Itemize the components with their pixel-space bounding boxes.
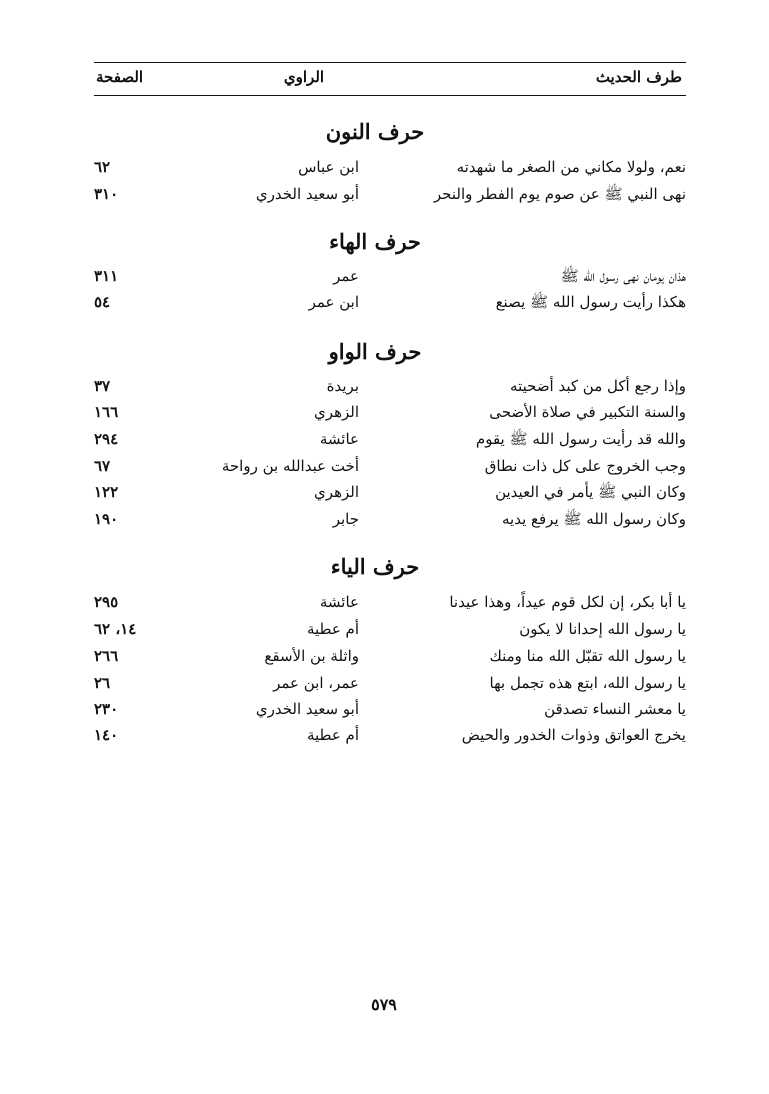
hadith-text: وإذا رجع أكل من كبد أضحيته [510,377,686,395]
narrator: أخت عبدالله بن رواحة [221,457,359,475]
section-title-ya: حرف الياء [330,554,420,579]
hadith-text: هذان يومان نهى رسول الله ﷺ [560,267,686,285]
narrator: أم عطية [306,620,359,638]
header-narrator: الراوي [283,68,325,86]
page-number: ١٦٦ [94,403,119,421]
table-row [94,508,686,534]
hadith-text: نعم، ولولا مكاني من الصغر ما شهدته [456,158,686,176]
page-number: ٢٩٤ [94,430,119,448]
section-title-nun: حرف النون [325,119,425,144]
table-row [94,618,686,644]
hadith-text: وكان رسول الله ﷺ يرفع يديه [501,510,686,528]
hadith-text: يا رسول الله تقبّل الله منا ومنك [489,647,686,665]
hadith-text: وجب الخروج على كل ذات نطاق [484,457,686,475]
narrator: بريدة [326,377,359,395]
section-title-ha: حرف الهاء [329,229,421,254]
page-number: ٣٧ [94,377,111,395]
narrator: عائشة [319,430,359,448]
table-row [94,724,686,750]
table-row [94,428,686,454]
hadith-text: يا رسول الله إحدانا لا يكون [519,620,686,638]
hadith-text: والله قد رأيت رسول الله ﷺ يقوم [475,430,686,448]
header-page: الصفحة [96,68,144,86]
narrator: ابن عمر [308,293,359,311]
narrator: واثلة بن الأسقع [264,647,359,665]
table-row [94,591,686,617]
table-row [94,375,686,401]
hadith-text: يا أبا بكر، إن لكل قوم عيداً، وهذا عيدنا [449,593,686,611]
table-row [94,672,686,698]
hadith-text: نهى النبي ﷺ عن صوم يوم الفطر والنحر [433,185,686,203]
narrator: أبو سعيد الخدري [255,700,359,718]
table-row [94,291,686,317]
narrator: جابر [332,510,359,528]
narrator: الزهري [314,483,359,501]
hadith-text: يخرج العواتق وذوات الخدور والحيض [461,726,686,744]
hadith-text: والسنة التكبير في صلاة الأضحى [489,403,686,421]
narrator: عمر [333,267,359,285]
page-number: ٣١١ [94,267,119,285]
page-folio-number: ٥٧٩ [371,995,397,1014]
hadith-text: يا رسول الله، ابتع هذه تجمل بها [489,674,686,692]
narrator: الزهري [314,403,359,421]
page-number: ٣١٠ [94,185,119,203]
section-title-waw: حرف الواو [328,339,422,364]
page-number: ٢٦ [94,674,111,692]
page-number: ٢٦٦ [94,647,119,665]
page-number: ٢٣٠ [94,700,119,718]
table-row [94,645,686,671]
header-hadith: طرف الحديث [595,68,682,86]
narrator: عمر، ابن عمر [273,674,359,692]
page-number: ١٤٠ [94,726,119,744]
table-row [94,698,686,724]
page-number: ٦٧ [94,457,111,475]
hadith-text: هكذا رأيت رسول الله ﷺ يصنع [495,293,686,311]
table-row [94,455,686,481]
page-number: ١٤، ٦٢ [94,620,137,638]
hadith-text: يا معشر النساء تصدقن [544,700,686,718]
narrator: عائشة [319,593,359,611]
page-number: ٦٢ [94,158,111,176]
narrator: أم عطية [306,726,359,744]
table-row [94,156,686,182]
narrator: ابن عباس [298,158,359,176]
page-number: ١٢٢ [94,483,119,501]
narrator: أبو سعيد الخدري [255,185,359,203]
table-header [94,62,686,96]
table-row [94,401,686,427]
page-number: ٢٩٥ [94,593,119,611]
table-row [94,265,686,291]
table-row [94,183,686,209]
table-row [94,481,686,507]
page-number: ١٩٠ [94,510,119,528]
page-number: ٥٤ [94,293,111,311]
hadith-text: وكان النبي ﷺ يأمر في العيدين [495,483,686,501]
